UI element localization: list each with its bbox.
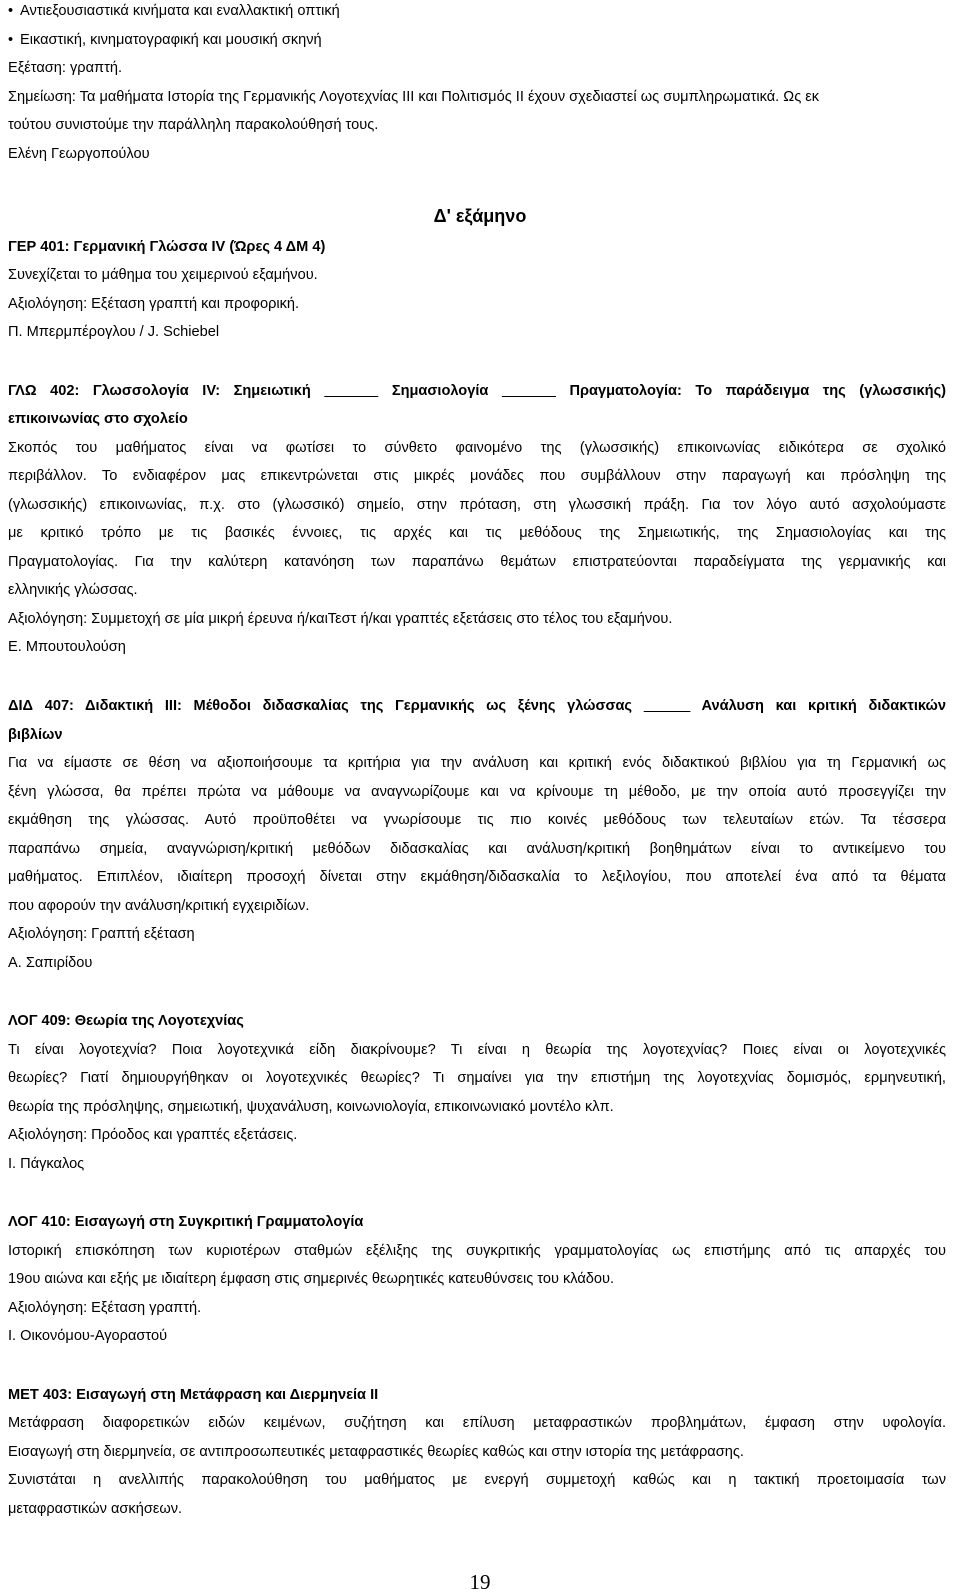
course-title (8, 697, 946, 715)
course-text: εκμάθηση της γλώσσας. Αυτό προϋποθέτει να γνωρίσουμε τις πιο κοινές μεθόδους των τελευταίων ετών. Τα τέσσερα (8, 812, 946, 828)
course-text: θεωρία της πρόσληψης, σημειωτική, ψυχανάλυση, κοινωνιολογία, επικοινωνιακό μοντέλο κλπ. (8, 1099, 614, 1115)
bullet-text: Αντιεξουσιαστικά κινήματα και εναλλακτική οπτική (20, 3, 340, 19)
instructor-name: Ελένη Γεωργοπούλου (8, 146, 150, 162)
course-title: ΓΕΡ 401: Γερμανική Γλώσσα IV (Ώρες 4 ΔΜ 4) (8, 239, 326, 255)
course-title (8, 382, 946, 400)
note-line: Σημείωση: Τα μαθήματα Ιστορία της Γερμανικής Λογοτεχνίας ΙΙΙ και Πολιτισμός ΙΙ έχουν σχεδιαστεί ως συμπληρωματικά. Ως εκ (8, 89, 820, 105)
page-number: 19 (469, 1570, 491, 1594)
title-part: ΔΙΔ 407: Διδακτική ΙΙΙ: Μέθοδοι διδασκαλίας της Γερμανικής ως ξένης γλώσσας (8, 698, 633, 714)
title-part: Ανάλυση και κριτική διδακτικών (701, 698, 946, 714)
bullet-text: Εικαστική, κινηματογραφική και μουσική σκηνή (20, 32, 322, 48)
title-part: Πραγματολογία: Το παράδειγμα της (γλωσσικής) (569, 383, 947, 399)
course-title: ΜΕΤ 403: Εισαγωγή στη Μετάφραση και Διερμηνεία ΙΙ (8, 1387, 379, 1403)
bullet-item (8, 31, 322, 49)
course-text: Συνεχίζεται το μάθημα του χειμερινού εξαμήνου. (8, 267, 318, 283)
course-title: ΛΟΓ 409: Θεωρία της Λογοτεχνίας (8, 1013, 244, 1029)
instructor-name: Ι. Πάγκαλος (8, 1156, 85, 1172)
bullet-icon: • (8, 3, 14, 19)
title-part: Σημασιολογία (391, 383, 489, 399)
course-text: Σκοπός του μαθήματος είναι να φωτίσει το σύνθετο φαινομένο της (γλωσσικής) επικοινωνίας ειδικότερα σε σχολικό (8, 440, 946, 456)
course-eval: Αξιολόγηση: Εξέταση γραπτή. (8, 1300, 202, 1316)
course-text: 19ου αιώνα και εξής με ιδιαίτερη έμφαση στις σημερινές θεωρητικές κατευθύνσεις του κλάδου. (8, 1271, 615, 1287)
course-text: που αφορούν την ανάλυση/κριτική εγχειριδίων. (8, 898, 310, 914)
course-text: ξένη γλώσσα, θα πρέπει πρώτα να μάθουμε να αναγνωρίζουμε και να κρίνουμε τη μέθοδο, με την οποία αυτό προσεγγίζει την (8, 784, 946, 800)
title-part: ΓΛΩ 402: Γλωσσολογία IV: Σημειωτική (8, 383, 311, 399)
course-text: με κριτικό τρόπο με τις βασικές έννοιες, τις αρχές και τις μεθόδους της Σημειωτικής, της Σημασιολογίας και της (8, 525, 946, 541)
course-title: επικοινωνίας στο σχολείο (8, 411, 188, 427)
course-eval: Αξιολόγηση: Πρόοδος και γραπτές εξετάσεις. (8, 1127, 298, 1143)
course-text: Πραγματολογίας. Για την καλύτερη κατανόηση των παραπάνω θεμάτων επιστρατεύονται παραδείγματα της γερμανικής και (8, 554, 946, 570)
course-text: θεωρίες? Γιατί δημιουργήθηκαν οι λογοτεχνικές θεωρίες? Τι σημαίνει για την επιστήμη της λογοτεχνίας δομισμός, ερμηνευτική, (8, 1070, 946, 1086)
course-text: Ιστορική επισκόπηση των κυριοτέρων σταθμών εξέλιξης της συγκριτικής γραμματολογίας ως επιστήμης από τις απαρχές του (8, 1243, 946, 1259)
bullet-item (8, 2, 340, 20)
course-text: Για να είμαστε σε θέση να αξιοποιήσουμε τα κριτήρια για την ανάλυση και κριτική ενός διδακτικού βιβλίου για τη Γερμανική ως (8, 755, 946, 771)
course-text: μαθήματος. Επιπλέον, ιδιαίτερη προσοχή δίνεται στην εκμάθηση/διδασκαλία το λεξιλογίου, που αποτελεί ένα από τα θέματα (8, 869, 946, 885)
course-text: Τι είναι λογοτεχνία? Ποια λογοτεχνικά είδη διακρίνουμε? Τι είναι η θεωρία της λογοτεχνίας? Ποιες είναι οι λογοτεχνικές (8, 1042, 946, 1058)
bullet-icon: • (8, 32, 14, 48)
course-text: (γλωσσικής) επικοινωνίας, π.χ. στο (γλωσσικό) σημείο, στην πρόταση, στη γλωσσική πράξη. Για τον λόγο αυτό ασχολούμαστε (8, 497, 946, 513)
semester-heading: Δ' εξάμηνο (433, 206, 527, 226)
course-text: Μετάφραση διαφορετικών ειδών κειμένων, συζήτηση και επίλυση μεταφραστικών προβλημάτων, έμφαση στην υφολογία. (8, 1415, 946, 1431)
course-eval: Αξιολόγηση: Συμμετοχή σε μία μικρή έρευνα ή/καιΤεστ ή/και γραπτές εξετάσεις στο τέλος του εξαμήνου. (8, 611, 673, 627)
course-text: ελληνικής γλώσσας. (8, 582, 138, 598)
course-text: παραπάνω σημεία, αναγνώριση/κριτική μεθόδων διδασκαλίας και ανάλυση/κριτική βοηθημάτων είναι το αντικείμενο του (8, 841, 946, 857)
course-text: περιβάλλον. Το ενδιαφέρον μας επικεντρώνεται στις μικρές μονάδες που συμβάλλουν στην παραγωγή και πρόσληψη της (8, 468, 946, 484)
course-text: Αξιολόγηση: Εξέταση γραπτή και προφορική. (8, 296, 300, 312)
course-text: Εισαγωγή στη διερμηνεία, σε αντιπροσωπευτικές μεταφραστικές θεωρίες καθώς και στην ιστορία της μετάφρασης. (8, 1444, 744, 1460)
course-text: Συνιστάται η ανελλιπής παρακολούθηση του μαθήματος με ενεργή συμμετοχή καθώς και η τακτική προετοιμασία των (8, 1472, 946, 1488)
instructor-name: Ι. Οικονόμου-Αγοραστού (8, 1328, 168, 1344)
instructor-name: Α. Σαπιρίδου (8, 955, 93, 971)
instructor-name: Ε. Μπουτουλούση (8, 639, 126, 655)
note-line: τούτου συνιστούμε την παράλληλη παρακολούθησή τους. (8, 117, 379, 133)
instructor-name: Π. Μπερμπέρογλου / J. Schiebel (8, 324, 220, 340)
course-eval: Αξιολόγηση: Γραπτή εξέταση (8, 926, 195, 942)
course-text: μεταφραστικών ασκήσεων. (8, 1501, 183, 1517)
course-title: ΛΟΓ 410: Εισαγωγή στη Συγκριτική Γραμματολογία (8, 1214, 364, 1230)
course-title: βιβλίων (8, 727, 63, 743)
exam-line: Εξέταση: γραπτή. (8, 60, 123, 76)
